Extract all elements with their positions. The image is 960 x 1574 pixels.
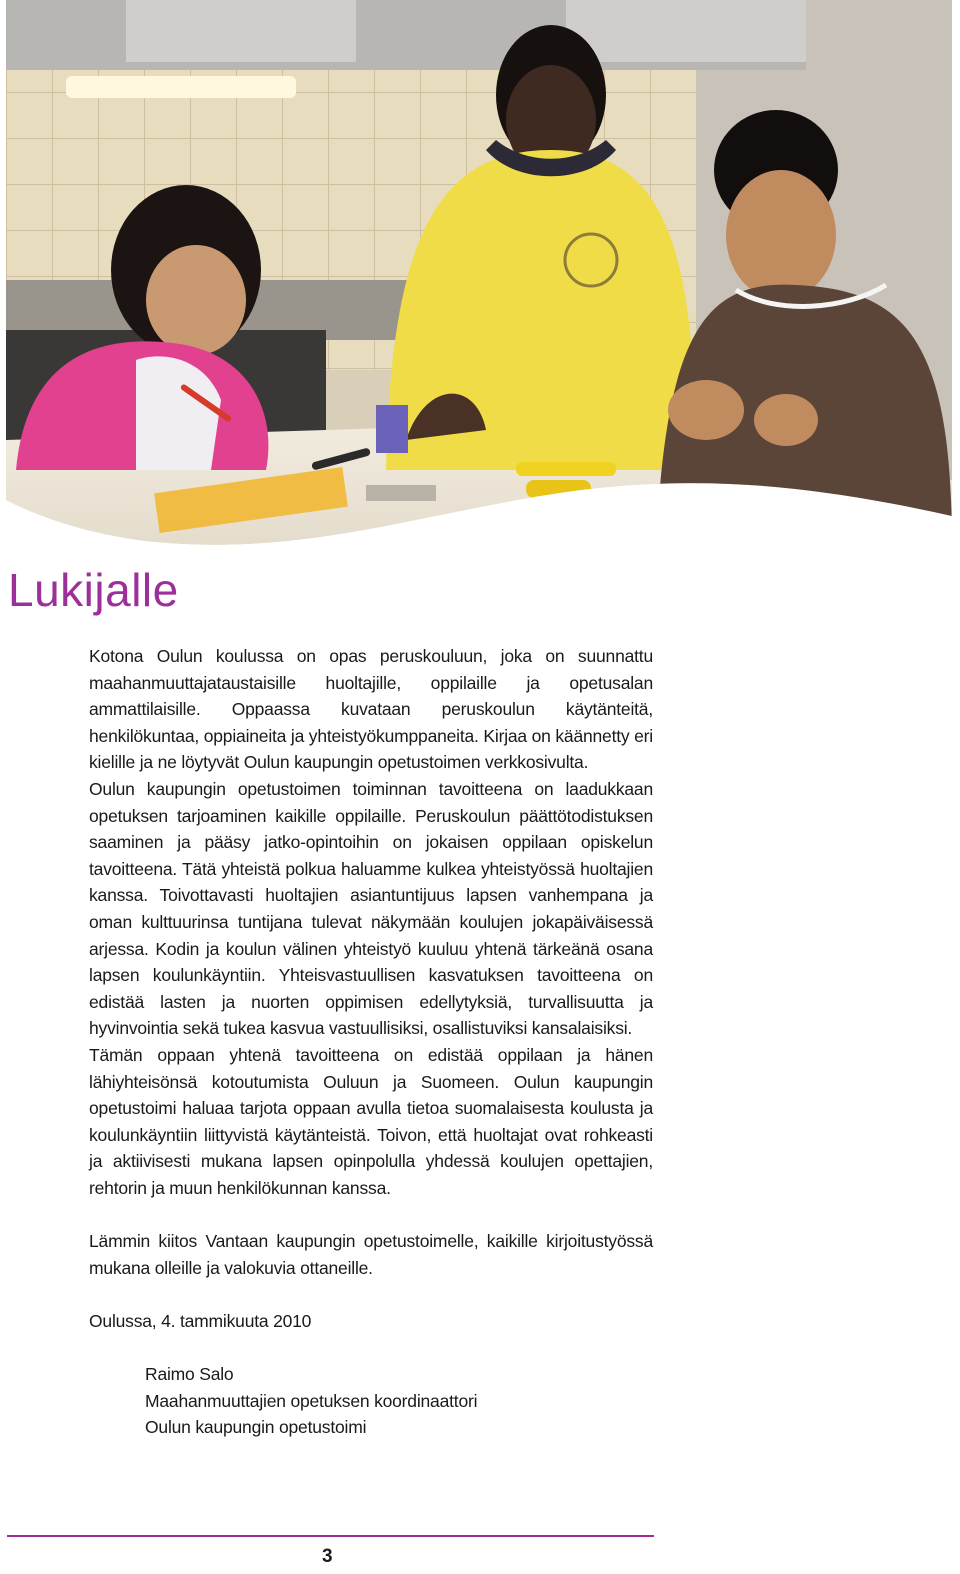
page-number: 3 [322, 1546, 333, 1567]
page-title: Lukijalle [8, 564, 179, 616]
integration-paragraph: Tämän oppaan yhtenä tavoitteena on edistää oppilaan ja hänen lähiyhteisönsä kotoutumista Ouluun ja Suomeen. Oulun kaupungin opetustoimi haluaa tarjota oppaan avulla tietoa suomalaisesta koulusta ja koulunkäyntiin liittyvistä käytänteistä. Toivon, että huoltajat ovat rohkeasti ja aktiivisesti mukana lapsen opinpolulla yhdessä koulujen opettajien, rehtorin ja muun henkilökunnan kanssa. [89, 1044, 653, 1198]
goals-paragraph: Oulun kaupungin opetustoimen toiminnan tavoitteena on laadukkaan opetuksen tarjoaminen kaikille oppilaille. Peruskoulun päättötodistuksen saaminen ja pääsy jatko-opintoihin on jokaisen oppilaan opiskelun tavoitteena. Tätä yhteistä polkua haluamme kulkea yhteistyössä huoltajien kanssa. Toivottavasti huoltajien asiantuntijuus lapsen vanhempana ja oman kulttuurinsa tuntijana tulevat näkymään koulujen jokapäiväisessä arjessa. Kodin ja koulun välinen yhteistyö kuuluu yhtenä tärkeänä osana lapsen koulunkäyntiin. Yhteisvastuullisen kasvatuksen tavoitteena on edistää lasten ja nuorten oppimisen edellytyksiä, turvallisuutta ja hyvinvointia sekä tukea kasvua vastuullisiksi, osallistuviksi kansalaisiksi. [89, 778, 653, 1039]
signature-organization: Oulun kaupungin opetustoimi [145, 1417, 367, 1438]
cover-photo [6, 0, 952, 548]
letter-body [89, 643, 653, 1441]
footer-divider [7, 1535, 654, 1537]
signature-title: Maahanmuuttajien opetuksen koordinaattori [145, 1390, 478, 1411]
place-date: Oulussa, 4. tammikuuta 2010 [89, 1310, 312, 1331]
kids-crafting-photo [6, 0, 952, 548]
intro-paragraph: Kotona Oulun koulussa on opas peruskouluun, joka on suunnattu maahanmuuttajataustaisille huoltajille, oppilaille ja opetusalan ammattilaisille. Oppaassa kuvataan peruskoulun käytänteitä, henkilökuntaa, oppiaineita ja yhteistyökumppaneita. Kirjaa on käännetty eri kielille ja ne löytyvät Oulun kaupungin opetustoimen verkkosivulta. [89, 646, 653, 773]
signature-name: Raimo Salo [145, 1364, 234, 1385]
thanks-paragraph: Lämmin kiitos Vantaan kaupungin opetustoimelle, kaikille kirjoitustyössä mukana olleille ja valokuvia ottaneille. [89, 1231, 653, 1278]
